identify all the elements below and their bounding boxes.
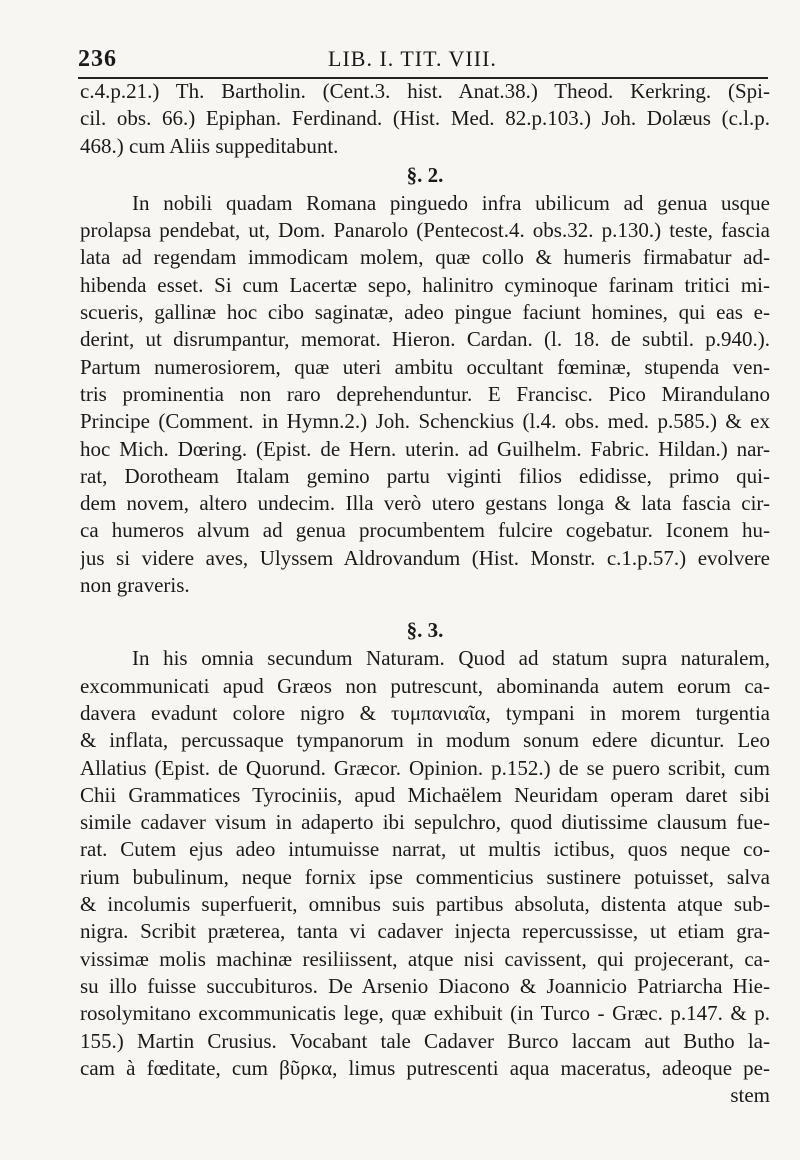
text-line: rosolymitano excommunicatis lege, quæ exhibuit (in Turco - Græc. p.147. & p. — [80, 1001, 770, 1026]
text-line: vissimæ molis machinæ resiliissent, atque nisi cavissent, qui projecerant, ca- — [80, 946, 770, 971]
text-line: Principe (Comment. in Hymn.2.) Joh. Schenckius (l.4. obs. med. p.585.) & ex — [80, 409, 770, 434]
text-line: 155.) Martin Crusius. Vocabant tale Cadaver Burco laccam aut Butho la- — [80, 1028, 770, 1053]
catchword: stem — [730, 1083, 770, 1108]
text-line: jus si videre aves, Ulyssem Aldrovandum (Hist. Monstr. c.1.p.57.) evolvere — [80, 545, 770, 570]
section-gap — [80, 599, 770, 615]
text-line: 468.) cum Aliis suppeditabunt. — [80, 133, 339, 158]
text-line: Partum numerosiorem, quæ uteri ambitu occultant fœminæ, stupenda ven- — [80, 354, 770, 379]
text-line: prolapsa pendebat, ut, Dom. Panarolo (Pentecost.4. obs.32. p.130.) teste, fascia — [80, 218, 770, 243]
running-head: LIB. I. TIT. VIII. — [328, 46, 497, 71]
text-line: ca humeros alvum ad genua procumbentem fulcire cogebatur. Iconem hu- — [80, 518, 770, 543]
text-line: davera evadunt colore nigro & τυμπανιαῖα, tympani in morem turgentia — [80, 700, 770, 725]
text-line: rat. Cutem ejus adeo intumuisse narrat, ut multis ictibus, quos neque co- — [80, 837, 770, 862]
text-line: rat, Dorotheam Italam gemino partu viginti filios edidisse, primo qui- — [80, 463, 770, 488]
body-text — [80, 78, 770, 1109]
text-line: hibenda esset. Si cum Lacertæ sepo, halinitro cyminoque farinam tritici mi- — [80, 272, 770, 297]
text-line: excommunicati apud Græos non putrescunt, abominanda autem eorum ca- — [80, 673, 770, 698]
text-line: In nobili quadam Romana pinguedo infra ubilicum ad genua usque — [132, 190, 770, 215]
text-line: rium bubulinum, neque fornix ipse commenticius sustinere potuisset, salva — [80, 864, 770, 889]
text-line: Chii Grammatices Tyrociniis, apud Michaëlem Neuridam operam daret sibi — [80, 782, 770, 807]
section-heading: §. 2. — [406, 162, 444, 187]
section-heading: §. 3. — [406, 618, 444, 643]
text-line: cil. obs. 66.) Epiphan. Ferdinand. (Hist. Med. 82.p.103.) Joh. Dolæus (c.l.p. — [80, 106, 770, 131]
text-line: & incolumis superfuerit, omnibus suis partibus absoluta, distenta atque sub- — [80, 892, 770, 917]
text-line: cam à fœditate, cum βῦρκα, limus putrescenti aqua maceratus, adeoque pe- — [80, 1055, 770, 1080]
text-line: scueris, gallinæ hoc cibo saginatæ, adeo pingue faciunt homines, qui eas e- — [80, 300, 770, 325]
text-line: derint, ut disrumpantur, memorat. Hieron. Cardan. (l. 18. de subtil. p.940.). — [80, 327, 770, 352]
text-line: hoc Mich. Dœring. (Epist. de Hern. uterin. ad Guilhelm. Fabric. Hildan.) nar- — [80, 436, 770, 461]
text-line: nigra. Scribit præterea, tanta vi cadaver injecta repercussisse, ut etiam gra- — [80, 919, 770, 944]
text-line: c.4.p.21.) Th. Bartholin. (Cent.3. hist. Anat.38.) Theod. Kerkring. (Spi- — [80, 79, 770, 103]
page-header — [78, 40, 768, 78]
text-line: non graveris. — [80, 573, 190, 598]
text-line: In his omnia secundum Naturam. Quod ad statum supra naturalem, — [132, 646, 770, 671]
text-line: & inflata, percussaque tympanorum in modum sonum edere dicuntur. Leo — [80, 728, 770, 753]
text-line: dem novem, altero undecim. Illa verò utero gestans longa & lata fascia cir- — [80, 491, 770, 516]
page-number: 236 — [78, 46, 117, 72]
text-line: su illo fuisse succubituros. De Arsenio Diacono & Joannicio Patriarcha Hie- — [80, 973, 770, 998]
text-line: tris prominentia non raro deprehenduntur. E Francisc. Pico Mirandulano — [80, 381, 770, 406]
text-line: lata ad regendam immodicam molem, quæ collo & humeris firmabatur ad- — [80, 245, 770, 270]
text-line: Allatius (Epist. de Quorund. Græcor. Opinion. p.152.) de se puero scribit, cum — [80, 755, 770, 780]
text-line: simile cadaver visum in adaperto ibi sepulchro, quod diutissime clausum fue- — [80, 810, 770, 835]
